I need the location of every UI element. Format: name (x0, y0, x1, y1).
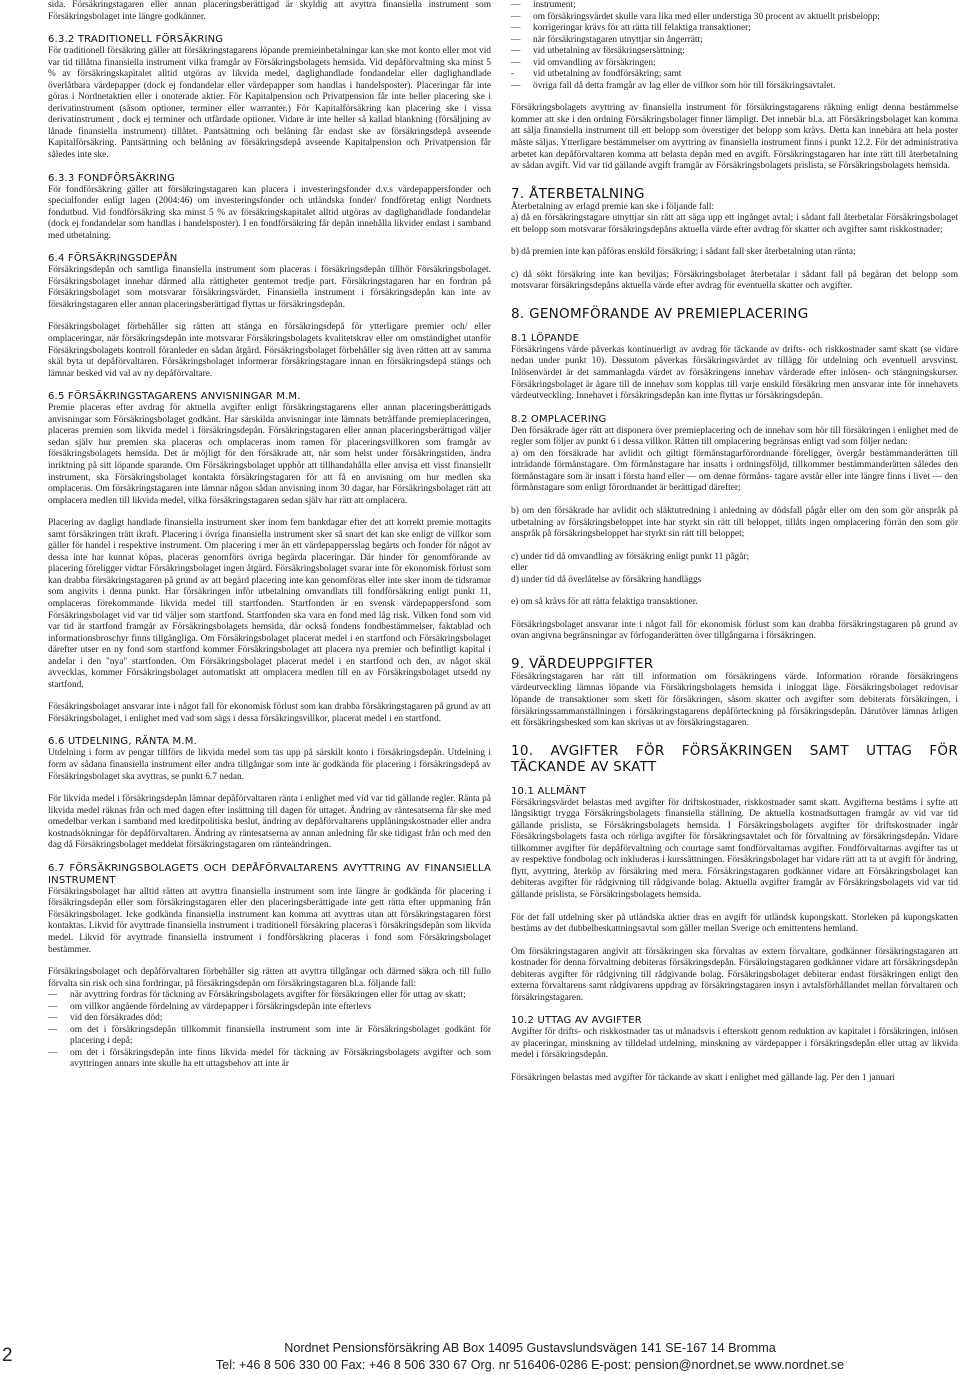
paragraph: Försäkringsvärdet belastas med avgifter för driftskostnader, riskkostnader samt skatt. Avgifterna bestäms i syfte att långsiktigt trygga Försäkringsbolagets finansiella ställning. De aktuella kostnadsuttagen framgår av vid var tid gällande prislista, se Försäkringsbolagets hemsida. I Försäkringsbolagets avgifter för driftskostnader ingår Försäkringsbolagets fasta och rörliga avgifter för försäkringsavtalet och för förvaltning av försäkringsdepån. Vidare tillkommer avgifter för depåförvaltning och courtage samt fondförvaltarnas avgifter. Fondförvaltarnas avgifter tas ut av respektive fondbolag och inkluderas i kurssättningen. Försäkringsbolaget har vidare rätt att ta ut avgift för ändring, flytt, avyttring, återköp av försäkring med mera. Försäkringstagaren godkänner vidare att Försäkringsbolaget kan debiteras avgifter för rådgivning till rådgivande bolag. Aktuella avgifter framgår av Försäkringsbolagets vid var tid gällande prislista, se Försäkringsbolagets hemsida. (511, 797, 958, 900)
paragraph: Utdelning i form av pengar tillförs de likvida medel som tas upp på särskilt konto i försäkringsdepån. Utdelning i form av sådana finansiella instrument eller andra tillgångar som inte är godkända för placering i försäkringsdepå av Försäkringsbolaget ska avyttras, se punkt 6.7 nedan. (48, 748, 491, 782)
paragraph: b) om den försäkrade har avlidit och släktutredning i anledning av dödsfall pågår eller om den som gör anspråk på utbetalning av försäkringsbeloppet inte har styrkt sin rätt till beloppet, tillåts ingen omplacering förrän den som gör anspråk på försäkringsbeloppet har styrkt sin rätt till beloppet; (511, 505, 958, 540)
paragraph-spacer (511, 609, 958, 620)
paragraph-spacer (511, 1062, 958, 1073)
paragraph: Försäkringsbolaget har alltid rätten att avyttra finansiella instrument som inte längre är godkända för placering i försäkringsdepån eller som försäkringstagaren eller den placeringsberättigade inte gett rätta efter uppmaning från Försäkringsbolaget. Icke godkända finansiella instrument kan komma att avyttras utan att försäkringstagaren först kontaktas. Likvid för avyttrade finansiella instrument i traditionell försäkring placeras i försäkringsdepån som likvida medel. Likvid för avyttrade finansiella instrument i fondförsäkring placeras i fond som Försäkringsbolaget bestämmer. (48, 886, 491, 955)
paragraph: För likvida medel i försäkringsdepån lämnar depåförvaltaren ränta i enlighet med vid var tid gällande regler. Ränta på likvida medel räknas från och med dagen efter insättning till dagen för uttaget. Ändring av räntesatserna får ske med omedelbar verkan i samband med kreditpolitiska beslut, ändring av depåförvaltarens upplåningskostnader eller andra kostnadsökningar för depåförvaltaren. Ändring av räntesatserna av annan anledning får ske tidigast från och med den dag då Försäkringsbolaget meddelat försäkringstagaren om ränteändringen. (48, 794, 491, 851)
list-item (511, 35, 958, 47)
paragraph: För traditionell försäkring gäller att försäkringstagarens löpande premieinbetalningar kan ske mot konto eller mot vid var tid tillåtna finansiella instrument vilka framgår av Försäkringsbolagets hemsida. Vid depåförvaltning ska minst 5 % av försäkringskapitalet alltid utgöras av likvida medel, daglighandlade fondandelar eller daglighandlade överlåtbara värdepapper (dock ej fondandelar eller värdepapper som handlas i handelsposter). Placeringar får inte göras i Nordnetaktien eller i onoterade aktier. För Kapitalpension och Privatpension får inte heller placering ske i derivatinstrument (såsom optioner, terminer eller warranter.) För Kapitalförsäkring kan placering ske i vissa derivatinstrument , dock ej terminer och utfärdade optioner. Vidare är inte heller så kallad blankning (försäljning av lånade finansiella instrument) tillåtet. Pantsättning och belåning får endast ske av försäkringsdepå avseende Kapitalförsäkring. Pantsättning och belåning av försäkringsdepå avseende Kapitalpension och Privatpension får således inte ske. (48, 46, 491, 161)
list-item (48, 1002, 491, 1014)
dash-bullet: - (511, 69, 515, 80)
paragraph: Försäkringsbolagets avyttring av finansiella instrument för försäkringstagarens räkning enligt denna bestämmelse kommer att ske i den ordning Försäkringsbolaget finner lämpligt. Det innebär bl.a. att Försäkringsbolaget kan komma att sälja finansiella instrument till ett belopp som överstiger det belopp som krävs. Detta kan innebära att hela poster måste säljas. Ytterligare bestämmelser om avyttring av finansiella instrument finns i punkt 12.2. För det administrativa arbetet kan depåförvaltaren komma att belasta depån med en avgift. Försäkringstagaren har inte rätt till återbetalning av sådan avgift. Vid var tid gällande avgift framgår av Försäkringsbolagets prislista, se Försäkringsbolagets hemsida. (511, 103, 958, 172)
dash-bullet: — (48, 990, 58, 1001)
footer (180, 1340, 880, 1374)
paragraph-spacer (511, 403, 958, 414)
paragraph-spacer (511, 902, 958, 913)
paragraph-spacer (511, 541, 958, 552)
dash-list (511, 0, 958, 92)
list-item (511, 81, 958, 93)
paragraph: Försäkringsdepån och samtliga finansiella instrument som placeras i försäkringsdepån tillhör Försäkringsbolaget. Försäkringsbolaget innehar därmed alla rättigheter gentemot tredje part. Försäkringstagaren har en fordran på Försäkringsbolaget som motsvarar försäkringsvärdet. Finansiella instrument i försäkringsdepån kan inte av försäkringstagaren eller annan placeringsberättigad flyttas ur försäkringsdepån. (48, 265, 491, 310)
paragraph: a) då en försäkringstagare utnyttjar sin rätt att säga upp ett ingånget avtal; i sådant fall återbetalar Försäkringsbolaget ett belopp som motsvarar försäkringsdepåns aktuella värde efter avdrag för skatter och avgifter samt riskkostnader; (511, 213, 958, 235)
section-heading: 10. AVGIFTER FÖR FÖRSÄKRINGEN SAMT UTTAG FÖR TÄCKANDE AV SKATT (511, 742, 958, 775)
section-heading: 8. GENOMFÖRANDE AV PREMIEPLACERING (511, 305, 809, 322)
paragraph-spacer (511, 173, 958, 186)
list-item-text: om det i försäkringsdepån tillkommit finansiella instrument som inte är Försäkringsbolaget godkänt för placering i depå; (70, 1024, 491, 1047)
paragraph-spacer (511, 936, 958, 947)
paragraph-spacer (48, 783, 491, 794)
list-item-text: vid utbetalning av försäkringsersättning; (533, 46, 685, 57)
paragraph-spacer (48, 725, 491, 736)
section-heading: 10.1 ALLMÄNT (511, 785, 586, 797)
list-item-text: instrument; (533, 0, 576, 10)
paragraph-spacer (48, 242, 491, 253)
dash-bullet: — (511, 0, 521, 10)
paragraph-spacer (48, 311, 491, 322)
list-item (48, 1048, 491, 1071)
dash-bullet: — (48, 1047, 58, 1058)
dash-bullet: — (511, 57, 521, 68)
paragraph: Placering av dagligt handlade finansiella instrument sker inom fem bankdagar efter det att korrekt premie mottagits samt försäkringen trätt ikraft. Placering i övriga finansiella instrument sker så snart det kan ske enligt de villkor som gäller för handel i respektive instrument. Om placering i mer än ett värdepappersslag begärts och fonder för något av dessa inte har kunnat köpas, placeras genomförs övriga begärda placeringar. Där hinder för genomförande av placering föreligger vidtar Försäkringsbolaget ingen åtgärd. Försäkringsbolaget svarar inte för ekonomisk förlust som kan drabba försäkringstagaren på grund av att begärd placering inte kan genomföras eller inte sker inom de tidsramar som angivits i denna punkt. Har försäkringen inför utbetalning omvandlats till fondförsäkring enligt punkt 11, omplaceras förekommande likvida medel till startfonden. Startfonden är en svensk värdepappersfond som Försäkringsbolaget vid var tid väljer som startfond. Startfonden ska vara en fond med låg risk. Vilken fond som vid var tid är startfond framgår av Försäkringsbolagets hemsida, där också fondens fondbestämmelser, faktablad och informationsbroschyr finns tillgängliga. Om Försäkringsbolaget placerat medel i en startfond och Försäkringsbolaget därefter utser en ny fond som startfond kommer Försäkringsbolaget att placera nya premier och befintligt kapital i andelar i den "nya" startfonden. Om Försäkringsbolaget placerat medel i en startfond och den, av något skäl avvecklas, kommer Försäkringsbolaget automatiskt att omplacera medlen till en av Försäkringsbolaget utsedd ny startfond. (48, 518, 491, 690)
paragraph-spacer (511, 495, 958, 506)
section-heading: 8.1 LÖPANDE (511, 332, 580, 344)
paragraph-spacer (511, 236, 958, 247)
dash-bullet: — (511, 34, 521, 45)
paragraph: Försäkringsbolaget och depåförvaltaren förbehåller sig rätten att avyttra tillgångar och därmed säkra och till fullo förvalta sin risk och sina fordringar, på försäkringsdepån om försäkringstagaren bl.a. följande fall: (48, 967, 491, 989)
list-item (511, 58, 958, 70)
paragraph: Försäkringsbolaget ansvarar inte i något fall för ekonomisk förlust som kan drabba försäkringstagaren på grund av ovan angivna begränsningar av förfoganderätten över tillgångarna i försäkringen. (511, 619, 958, 642)
list-item-text: övriga fall då detta framgår av lag eller de villkor som hör till försäkringsavtalet. (533, 80, 836, 91)
list-item (511, 12, 958, 24)
list-item-text: vid den försäkrades död; (70, 1013, 163, 1024)
dash-bullet: — (511, 23, 521, 34)
paragraph: b) då premien inte kan påföras enskild försäkring; i sådant fall sker återbetalning utan ränta; (511, 247, 856, 258)
dash-bullet: — (511, 11, 521, 22)
section-heading: 6.4 FÖRSÄKRINGSDEPÅN (48, 253, 178, 265)
paragraph: Försäkringen belastas med avgifter för täckande av skatt i enlighet med gällande lag. Per den 1 januari (511, 1073, 895, 1083)
dash-bullet: — (48, 1024, 58, 1035)
dash-bullet: — (511, 46, 521, 57)
paragraph-spacer (511, 730, 958, 743)
paragraph-spacer (48, 691, 491, 702)
paragraph: d) under tid då överlåtelse av försäkring handläggs (511, 574, 702, 585)
paragraph-spacer (48, 956, 491, 967)
paragraph: sida. Försäkringstagaren eller annan placeringsberättigad är skyldig att avyttra finansiella instrument som Försäkringsbolaget inte längre godkänner. (48, 0, 491, 22)
paragraph-spacer (511, 92, 958, 103)
section-heading: 8.2 OMPLACERING (511, 413, 607, 425)
list-item-text: vid utbetalning av fondförsäkring; samt (533, 69, 682, 80)
paragraph: e) om så krävs för att rätta felaktiga transaktioner. (511, 597, 698, 608)
paragraph-spacer (511, 293, 958, 306)
paragraph: Om försäkringstagaren angivit att försäkringen ska förvaltas av extern förvaltare, godkänner försäkringstagaren att kostnader för denna förvaltning debiteras försäkringsdepån. Försäkringstagaren godkänner vidare att försäkringsdepån debiteras avgifter för rådgivning till rådgivande bolag. Försäkringsbolaget debiterar endast försäkringen enligt den externa förvaltarens samt rådgivarens uppdrag av försäkringstagaren insyn i avtalsförhållandet mellan förvaltaren och försäkringstagaren. (511, 946, 958, 1003)
section-heading: 7. ÅTERBETALNING (511, 185, 645, 202)
section-heading: 6.6 UTDELNING, RÄNTA M.M. (48, 736, 197, 748)
paragraph-spacer (511, 322, 958, 333)
list-item-text: korrigeringar krävs för att rätta till felaktiga transaktioner; (533, 23, 751, 34)
paragraph: Premie placeras efter avdrag för aktuella avgifter enligt försäkringstagarens eller annan placeringsberättigads anvisningar som Försäkringsbolaget godkänt. Har särskilda anvisningar inte lämnats beträffande premieplaceringen, placeras premien som likvida medel i försäkringsdepån. Försäkringstagaren eller annan placeringsberättigad väljer sedan själv hur premien ska placeras och omplaceras inom ramen för placeringsvillkoren som framgår av försäkringsbolagets hemsida. Det är möjligt för den försäkrade att, när som helst under försäkringstiden, ändra inriktning på sitt löpande sparande. Om Försäkringsbolaget upphör att tillhandahålla eller anvisa ett visst finansiellt instrument, ska Försäkringsbolaget kontakta försäkringstagaren för att få en anvisning om hur medlen ska omplaceras. Om försäkringstagaren inte lämnar någon sådan anvisning inom 30 dagar, har Försäkringsbolaget rätt att omplacera medlen till likvida medel, vilka försäkringstagaren sedan själv har rätt att omplacera. (48, 403, 491, 506)
list-item-text: när avyttring fordras för täckning av Försäkringsbolagets avgifter för försäkringen eller för uttag av skatt; (70, 990, 466, 1001)
list-item (511, 46, 958, 58)
right-column (511, 0, 958, 1085)
list-item-text: när försäkringstagaren utnyttjar sin ångerrätt; (533, 34, 703, 45)
list-item-text: om villkor angående fördelning av värdepapper i försäkringsdepån inte efterlevs (70, 1001, 372, 1012)
list-item (511, 23, 958, 35)
paragraph-spacer (511, 1004, 958, 1015)
paragraph: Försäkringstagaren har rätt till information om försäkringens värde. Information rörande försäkringens värdeutveckling lämnas löpande via Försäkringsbolagets hemsida i inloggat läge. Försäkringsbolaget redovisar löpande de transaktioner som skett för försäkringen, såsom skatter och avgifter som debiterats försäkringen, i försäkringssammanställningen i försäkringstagarens depåförteckning på försäkringsdepån. Därutöver lämnas årligen ett försäkringsbesked som kan skrivas ut av försäkringstagaren. (511, 671, 958, 729)
list-item (511, 69, 958, 81)
paragraph: c) då sökt försäkring inte kan beviljas; Försäkringsbolaget återbetalar i sådant fall på begäran det belopp som motsvarar försäkringsdepåns aktuella värde efter avdrag för eventuella skatter och avgifter. (511, 269, 958, 292)
paragraph: a) om den försäkrade har avlidit och giltigt förmånstagarförordnande föreligger, övergår bestämmanderätten till inträdande förmånstagare. Om förmånstagare har insatts i ordningsföljd, tillkommer bestämmanderätten således den förmånstagare som är insatt i första hand eller — om denne förmåns- tagare avstår eller inte längre finns i livet — den förmånstagare som enligt förordnandet är berättigad därefter; (511, 448, 958, 494)
paragraph: Den försäkrade äger rätt att disponera över premieplacering och de innehav som hör till försäkringen i enlighet med de regler som följer av punkt 6 i dessa villkor. Rätten till omplacering begränsas enligt vad som följer nedan: (511, 425, 958, 448)
paragraph-spacer (48, 507, 491, 518)
paragraph-spacer (48, 23, 491, 34)
section-heading: 9. VÄRDEUPPGIFTER (511, 655, 654, 672)
paragraph: Återbetalning av erlagd premie kan ske i följande fall: (511, 201, 715, 212)
dash-bullet: — (511, 80, 521, 91)
paragraph: Försäkringens värde påverkas kontinuerligt av avdrag för täckande av drifts- och riskkostnader samt skatt (se vidare nedan under punkt 10). Dessutom påverkas försäkringsvärdet av tillägg för utdelning och eventuell arvsvinst. Inlösenvärdet är det sammanlagda värdet av försäkringens innehav värderade efter inlösen- och stängningskurser. Försäkringsbolaget är ägare till de innehav som kopplas till varje enskild försäkring men ansvarar inte för innehavets värdeutveckling. Innehavet i försäkringsdepån kan inte flyttas ur försäkringsdepån. (511, 344, 958, 402)
dash-list (48, 990, 491, 1071)
section-heading: 6.7 FÖRSÄKRINGSBOLAGETS OCH DEPÅFÖRVALTARENS AVYTTRING AV FINANSIELLA INSTRUMENT (48, 862, 491, 886)
dash-bullet: — (48, 1013, 58, 1024)
footer-contact: Tel: +46 8 506 330 00 Fax: +46 8 506 330 67 Org. nr 516406-0286 E-post: pension@nordnet.se www.nordnet.se (215, 1358, 845, 1372)
paragraph: Försäkringsbolaget ansvarar inte i något fall för ekonomisk förlust som kan drabba försäkringstagaren på grund av att Försäkringsbolaget, i enlighet med vad som sägs i dessa försäkringsvillkor, placerat medel i en startfond. (48, 702, 491, 724)
dash-bullet: — (48, 1001, 58, 1012)
paragraph-spacer (48, 380, 491, 391)
list-item (48, 1013, 491, 1025)
list-item (48, 990, 491, 1002)
paragraph-spacer (48, 162, 491, 173)
paragraph: Avgifter för drifts- och riskkostnader tas ut månadsvis i efterskott genom reduktion av kapitalet i försäkringen, inlösen av placeringar, minskning av tilldelad utdelning, minskning av värdepapper i försäkringsdepån eller uttag av likvida medel i försäkringsdepån. (511, 1027, 958, 1061)
page-number: 2 (2, 1345, 13, 1366)
paragraph-spacer (511, 586, 958, 597)
section-heading: 6.3.2 TRADITIONELL FÖRSÄKRING (48, 34, 224, 46)
section-heading: 6.5 FÖRSÄKRINGSTAGARENS ANVISNINGAR M.M. (48, 391, 301, 403)
paragraph: eller (511, 563, 528, 574)
footer-address: Nordnet Pensionsförsäkring AB Box 14095 Gustavslundsvägen 141 SE-167 14 Bromma (284, 1341, 776, 1355)
paragraph-spacer (511, 775, 958, 786)
paragraph: För fondförsäkring gäller att försäkringstagaren kan placera i investeringsfonder d.v.s värdepappersfonder och specialfonder enligt lagen (2004:46) om investeringsfonder och utländska fonder/ fondföretag enligt Nordnets fondutbud. Vid fondförsäkring ska minst 5 % av försäkringskapitalet alltid utgöras av daglighandlade fondandelar (dock ej fondandelar som handlas i handelsposter). I en fondförsäkring får depån innehålla likvider endast i samband med utbetalning. (48, 184, 491, 241)
list-item-text: vid omvandling av försäkringen; (533, 57, 656, 68)
section-heading: 6.3.3 FONDFÖRSÄKRING (48, 172, 176, 184)
left-column (48, 0, 491, 1071)
list-item (511, 0, 958, 12)
paragraph: Försäkringsbolaget förbehåller sig rätten att stänga en försäkringsdepå för ytterligare premier och/ eller omplaceringar, när försäkringsdepån inte motsvarar Försäkringsbolagets kvalitetskrav eller om omständighet utanför Försäkringsbolagets kontroll föranleder en sådan åtgärd. Försäkringsbolaget förbehåller sig även rätten att av samma skäl byta ut depåförvaltaren. Försäkringsbolaget informerar försäkringstagare innan en försäkringsdepå stängs och lämnar besked vid val av ny depåförvaltare. (48, 322, 491, 379)
list-item (48, 1025, 491, 1048)
paragraph-spacer (48, 852, 491, 863)
paragraph-spacer (511, 643, 958, 656)
section-heading: 10.2 UTTAG AV AVGIFTER (511, 1015, 642, 1027)
paragraph: För det fall utdelning sker på utländska aktier dras en avgift för utländsk kupongskatt. Storleken på kupongskatten bestäms av det dubbelbeskattningsavtal som gäller mellan Sverige och emittentens hemland. (511, 912, 958, 935)
paragraph: c) under tid då omvandling av försäkring enligt punkt 11 pågår; (511, 551, 750, 562)
paragraph-spacer (511, 259, 958, 270)
list-item-text: om det i försäkringsdepån inte finns likvida medel för täckning av Försäkringsbolagets avgifter och som avyttringen annars inte skulle ha ett uttagsbehov att inte är (70, 1047, 491, 1070)
list-item-text: om försäkringsvärdet skulle vara lika med eller understiga 30 procent av aktuellt prisbelopp; (533, 11, 880, 22)
